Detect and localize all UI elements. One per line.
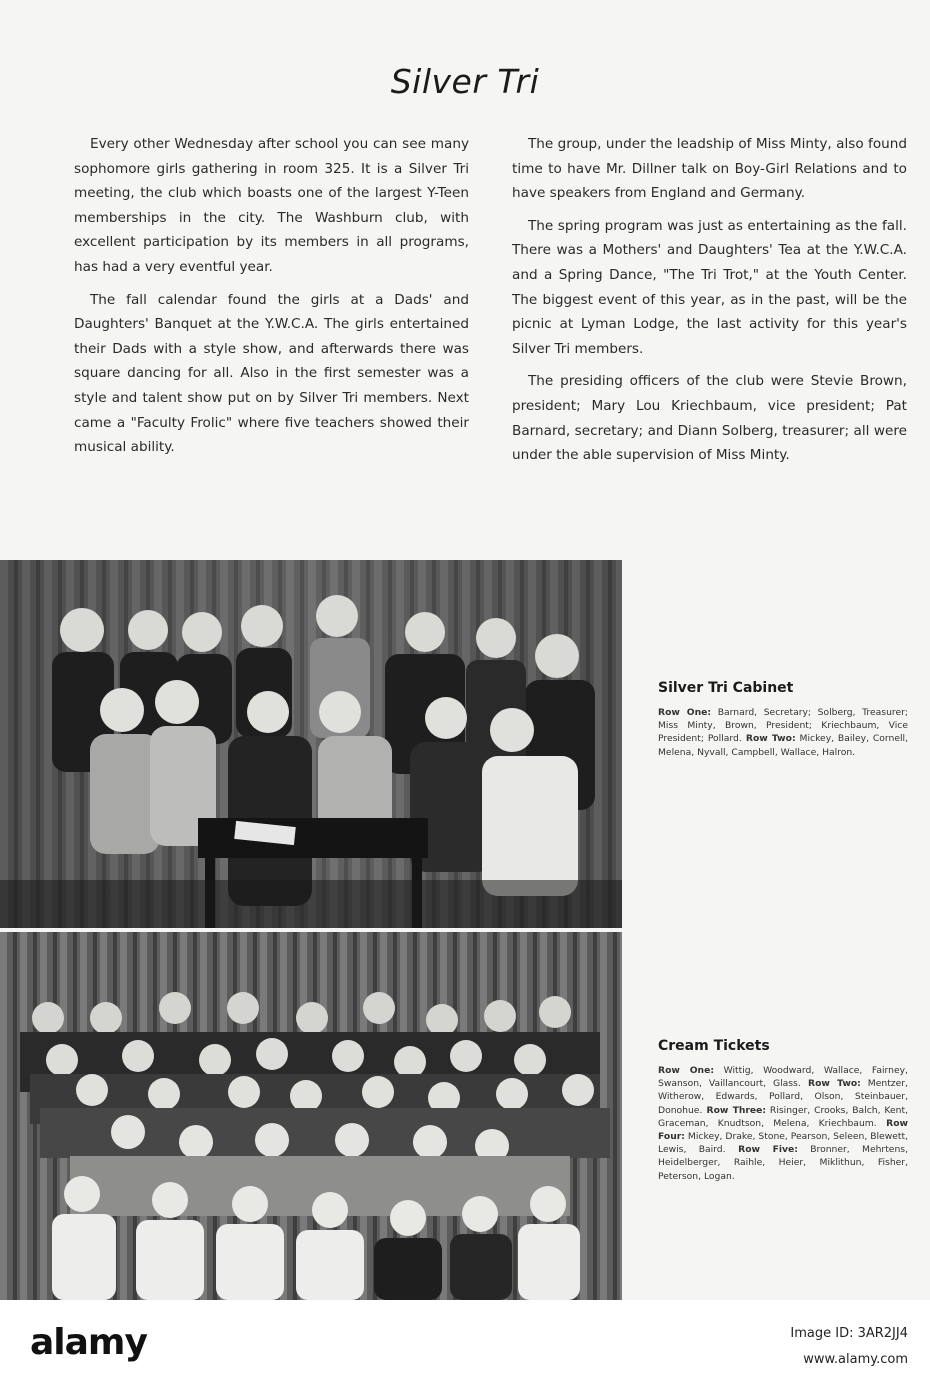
left-column <box>74 132 469 468</box>
caption-body <box>658 1064 908 1183</box>
cabinet-group-photo <box>0 560 622 928</box>
caption-heading: Cream Tickets <box>658 1038 770 1054</box>
right-column <box>512 132 907 476</box>
row-label: Row Five: <box>725 1144 798 1156</box>
paragraph: The fall calendar found the girls at a Dads' and Daughters' Banquet at the Y.W.C.A. The girls entertained their Dads with a style show, and afterwards there was square dancing for all. Also in the first semester was a style and talent show put on by Silver Tri members. Next came a "Faculty Frolic" where five teachers showed their musical ability. <box>74 291 469 456</box>
row-label: Row Three: <box>702 1104 767 1116</box>
paragraph: Every other Wednesday after school you can see many sophomore girls gathering in room 325. It is a Silver Tri meeting, the club which boasts one of the largest Y-Teen memberships in the city. The Washburn club, with excellent participation by its members in all programs, has had a very eventful year. <box>74 136 469 275</box>
row-label: Row Two: <box>800 1078 861 1090</box>
alamy-logo: alamy <box>30 1322 147 1363</box>
image-id: Image ID: 3AR2JJ4 <box>790 1326 908 1341</box>
row-label: Row Two: <box>741 733 796 745</box>
paragraph: The group, under the leadship of Miss Minty, also found time to have Mr. Dillner talk on Boy-Girl Relations and to have speakers from England and Germany. <box>512 136 907 202</box>
caption-cream-tickets <box>658 1038 908 1183</box>
row-names: Mickey, Drake, Stone, Pearson, Seleen, Blewett, Lewis, Baird. <box>658 1131 908 1156</box>
paragraph: The presiding officers of the club were Stevie Brown, president; Mary Lou Kriechbaum, vice president; Pat Barnard, secretary; and Diann Solberg, treasurer; all were under the able supervision of Miss Minty. <box>512 373 907 464</box>
row-label: Row One: <box>658 707 712 718</box>
paragraph: The spring program was just as entertaining as the fall. There was a Mothers' and Daughters' Tea at the Y.W.C.A. and a Spring Dance, "The Tri Trot," at the Youth Center. The biggest event of this year, as in the past, will be the picnic at Lyman Lodge, the last activity for this year's Silver Tri members. <box>512 217 907 357</box>
row-names: Wittig, Woodward, Wallace, Fairney, Swanson, Vaillancourt, Glass. <box>658 1065 908 1090</box>
row-names: Risinger, Crooks, Balch, Kent, Graceman, Knudtson, Melena, Kriechbaum. <box>658 1104 908 1129</box>
source-url: www.alamy.com <box>803 1352 908 1367</box>
row-label: Row One: <box>658 1065 714 1076</box>
row-names: Bronner, Mehrtens, Heidelberger, Raihle, Heier, Miklithun, Fisher, Peterson, Logan. <box>658 1144 908 1182</box>
caption-silver-tri-cabinet <box>658 680 908 759</box>
row-names: Barnard, Secretary; Solberg, Treasurer; Miss Minty, Brown, President; Kriechbaum, Vice President; Pollard. <box>658 707 908 745</box>
page-title: Silver Tri <box>390 62 540 101</box>
row-names: Mickey, Bailey, Cornell, Melena, Nyvall, Campbell, Wallace, Halron. <box>658 733 909 758</box>
caption-heading: Silver Tri Cabinet <box>658 680 794 696</box>
row-names: Mentzer, Witherow, Edwards, Pollard, Olson, Steinbauer, Donohue. <box>658 1078 908 1116</box>
row-label: Row Four: <box>658 1117 909 1143</box>
caption-body <box>658 706 908 759</box>
cream-tickets-group-photo <box>0 932 622 1300</box>
